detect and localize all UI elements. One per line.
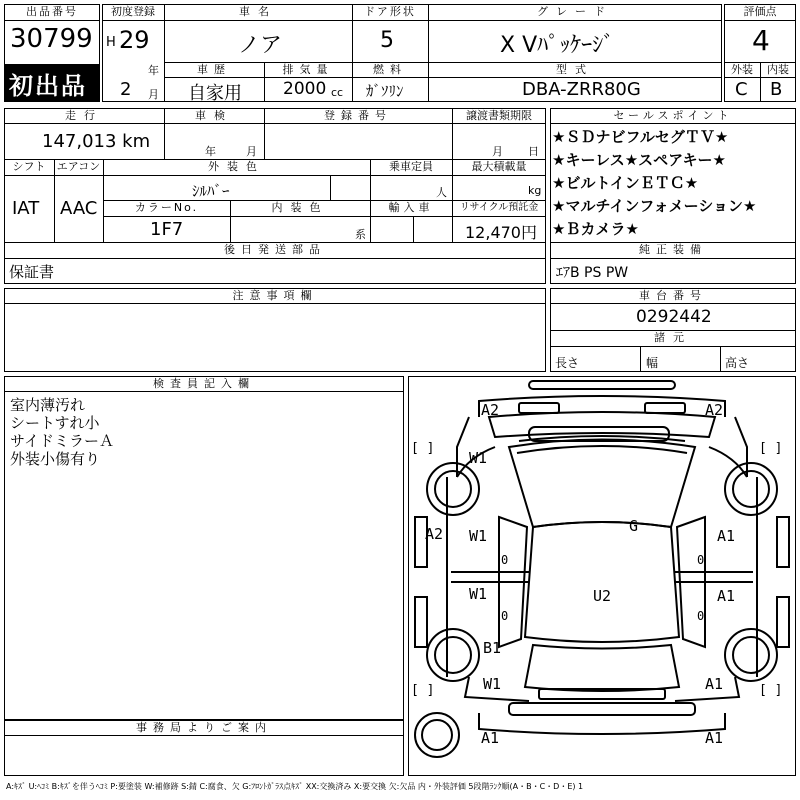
int-color-label: 内装色 (271, 201, 329, 214)
zero-mark: 0 (501, 609, 509, 623)
first-reg-month: 2 (120, 79, 132, 100)
damage-mark-left-front-window: W1 (469, 527, 488, 545)
model-label: 型式 (556, 63, 594, 76)
damage-mark-rear-right: A1 (705, 675, 724, 693)
sales-point-item: ★マルチインフォメーション★ (552, 197, 757, 215)
ac-label: エアコン (56, 160, 101, 173)
ext-color: ｼﾙﾊﾞｰ (192, 182, 230, 200)
damage-mark-rear-window: W1 (483, 675, 502, 693)
damage-mark-bumper-left: A1 (481, 729, 500, 747)
damage-mark-glass: G (629, 517, 639, 535)
legend-text: A:ｷｽﾞ U:ﾍｺﾐ B:ｷｽﾞを伴うﾍｺﾐ P:要塗装 W:補修跡 S:錆 C:腐食、欠 G:ﾌﾛﾝﾄｶﾞﾗｽ点ｷｽﾞ XX:交換済み X:要交換 欠:欠品 内・外装評価 5段階ﾗﾝｸ順(A・B・C・D・E) 1 (6, 782, 584, 791)
lot-number: 30799 (10, 24, 93, 54)
equipment-label: 純正装備 (639, 243, 707, 256)
interior-grade: B (770, 79, 783, 100)
history-label: 車歴 (197, 63, 231, 76)
first-listing-text: 初出品 (9, 72, 87, 100)
chassis-label: 車台番号 (639, 289, 707, 302)
score-label: 評価点 (743, 5, 777, 18)
int-color-unit: 系 (355, 228, 366, 241)
year-unit: 年 (148, 64, 159, 77)
bracket-right-front: [ ] (759, 441, 783, 456)
sales-point-item: ★ビルトインＥＴＣ★ (552, 174, 699, 192)
grade: X Vﾊﾟｯｹｰｼﾞ (500, 33, 615, 58)
first-reg-year: 29 (119, 26, 150, 54)
door-count: 5 (380, 28, 394, 53)
displacement: 2000 (283, 79, 327, 99)
plate-label: 登録番号 (324, 109, 392, 122)
bracket-left-front: [ ] (411, 441, 435, 456)
history: 自家用 (188, 83, 242, 104)
grade-label: グレード (537, 5, 613, 18)
month-unit: 月 (148, 88, 159, 101)
damage-mark-left-rear-wheel: B1 (483, 639, 502, 657)
displacement-unit: cc (331, 86, 344, 99)
first-reg-label: 初度登録 (111, 5, 155, 18)
score: 4 (752, 24, 770, 57)
model-code: DBA-ZRR80G (522, 79, 641, 100)
max-load-unit: kg (528, 184, 542, 197)
damage-mark-roof: U2 (593, 587, 612, 605)
color-no: 1F7 (150, 219, 184, 240)
inspection-month-unit: 月 (246, 145, 257, 158)
damage-mark-front-right: A2 (705, 401, 724, 419)
damage-diagram (408, 376, 796, 776)
ext-color-label: 外装色 (208, 160, 265, 173)
shift: IAT (12, 198, 40, 219)
lot-number-label: 出品番号 (26, 5, 78, 18)
color-no-label: カラーNo. (134, 201, 199, 214)
office-label: 事務局よりご案内 (136, 721, 272, 734)
damage-mark-right-rear: A1 (717, 587, 736, 605)
capacity-unit: 人 (436, 186, 447, 199)
exterior-grade-label: 外装 (731, 63, 753, 76)
later-parts-label: 後日発送部品 (224, 243, 326, 256)
bracket-left-rear: [ ] (411, 683, 435, 698)
inspection-year-unit: 年 (205, 145, 216, 158)
sales-point-item: ★キーレス★スペアキー★ (552, 151, 726, 169)
door-label: ドア形状 (364, 5, 416, 18)
mileage: 147,013 km (42, 131, 151, 152)
ac: AAC (60, 198, 98, 219)
mileage-label: 走行 (65, 109, 103, 122)
car-name: ノア (238, 33, 283, 58)
import-label: 輸入車 (388, 201, 434, 214)
height-label: 高さ (725, 356, 750, 370)
zero-mark: 0 (697, 553, 705, 567)
car-name-label: 車名 (239, 5, 277, 18)
inspection-label: 車検 (195, 109, 233, 122)
transfer-label: 譲渡書類期限 (466, 109, 532, 122)
capacity-label: 乗車定員 (389, 160, 433, 173)
interior-grade-label: 内装 (767, 63, 789, 76)
later-parts: 保証書 (9, 263, 55, 281)
recycle-label: リサイクル預託金 (459, 202, 539, 213)
exterior-grade: C (735, 79, 748, 100)
inspector-label: 検査員記入欄 (153, 377, 255, 390)
sales-point-item: ★ＳＤナビフルセグＴＶ★ (552, 128, 729, 146)
sales-points-label: セールスポイント (613, 109, 733, 122)
damage-mark-right-front: A1 (717, 527, 736, 545)
transfer-day-unit: 日 (528, 145, 539, 158)
length-label: 長さ (555, 356, 580, 370)
shift-label: シフト (12, 160, 46, 173)
fuel-label: 燃料 (373, 63, 407, 76)
caution-label: 注意事項欄 (232, 289, 318, 302)
damage-mark-front-left: A2 (481, 401, 500, 419)
chassis-number: 0292442 (636, 307, 712, 327)
zero-mark: 0 (501, 553, 509, 567)
dims-label: 諸元 (654, 331, 692, 344)
width-label: 幅 (646, 356, 659, 370)
recycle-deposit: 12,470円 (465, 223, 537, 242)
equipment: ｴｱB PS PW (556, 265, 629, 281)
max-load-label: 最大積載量 (471, 160, 527, 173)
damage-mark-bumper-right: A1 (705, 729, 724, 747)
sales-point-item: ★Ｂカメラ★ (552, 220, 639, 238)
damage-mark-front-windshield: W1 (469, 449, 488, 467)
era-mark: H (106, 35, 116, 50)
transfer-month-unit: 月 (492, 145, 503, 158)
car-outline-drawing (409, 377, 795, 775)
damage-mark-left-side: A2 (425, 525, 444, 543)
inspector-note: シートすれ小 (10, 414, 100, 432)
damage-mark-left-rear-window: W1 (469, 585, 488, 603)
fuel: ｶﾞｿﾘﾝ (366, 82, 404, 100)
inspector-note: サイドミラーＡ (10, 432, 114, 450)
bracket-right-rear: [ ] (759, 683, 783, 698)
inspector-note: 外装小傷有り (10, 450, 101, 468)
displacement-label: 排気量 (282, 63, 334, 76)
zero-mark: 0 (697, 609, 705, 623)
inspector-note: 室内薄汚れ (10, 396, 86, 414)
